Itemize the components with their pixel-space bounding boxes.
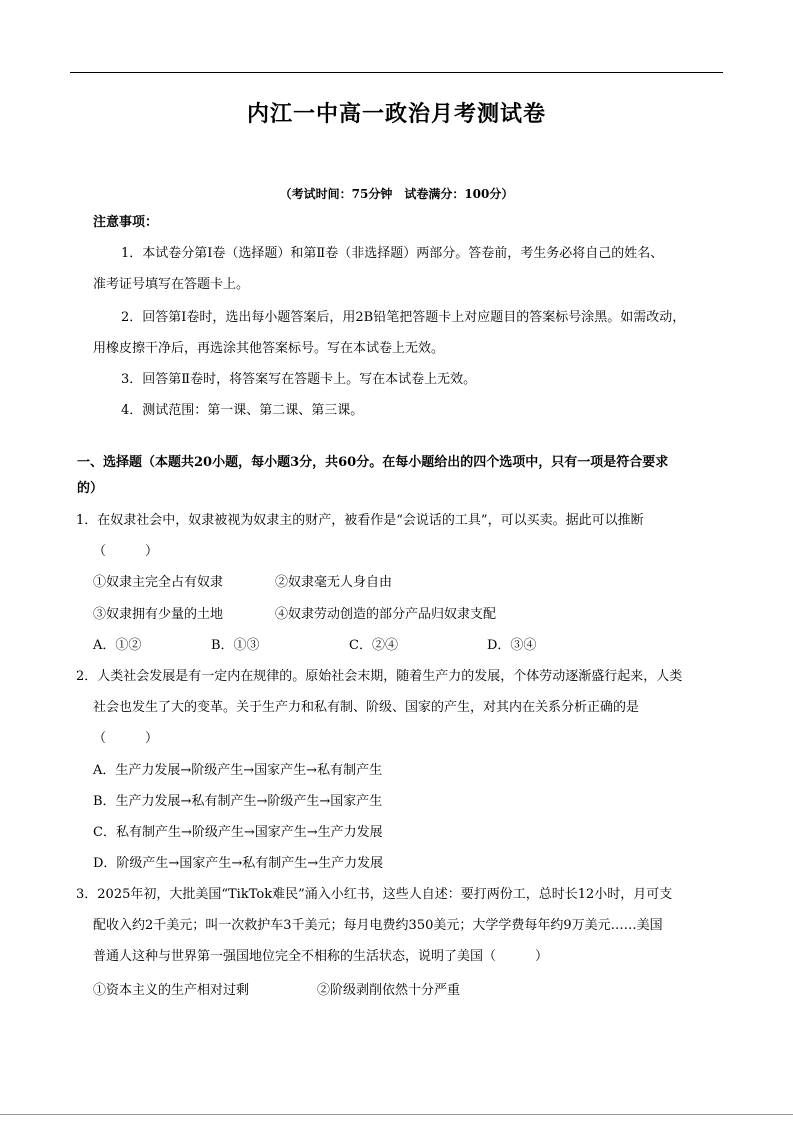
- q1-answer-bracket: （ ）: [93, 544, 159, 559]
- note-4: 4．测试范围：第一课、第二课、第三课。: [121, 403, 364, 418]
- q1-options: [93, 638, 536, 654]
- q2-option-d: D．阶级产生→国家产生→私有制产生→生产力发展: [93, 856, 384, 871]
- notes-heading: 注意事项：: [93, 215, 159, 230]
- q1-option-d: D．③④: [487, 638, 537, 653]
- q1-option-c: C．②④: [349, 638, 398, 653]
- exam-info: （考试时间：75分钟 试卷满分：100分）: [279, 187, 514, 201]
- q3-statements-row-1: [93, 983, 460, 999]
- q3-stem-line-3: 普通人这种与世界第一强国地位完全不相称的生活状态，说明了美国（ ）: [93, 949, 549, 964]
- note-1-line-2: 准考证号填写在答题卡上。: [93, 277, 250, 292]
- q2-stem-line-1: 2．人类社会发展是有一定内在规律的。原始社会末期，随着生产力的发展，个体劳动逐渐盛行起来，人类: [76, 669, 683, 684]
- q1-option-a: A．①②: [93, 638, 142, 653]
- q1-statement-1: ①奴隶主完全占有奴隶: [93, 575, 224, 590]
- q3-statement-1: ①资本主义的生产相对过剩: [93, 983, 250, 998]
- q2-answer-bracket: （ ）: [93, 731, 159, 746]
- q3-statement-2: ②阶级剥削依然十分严重: [317, 983, 461, 998]
- note-2-line-2: 用橡皮擦干净后，再选涂其他答案标号。写在本试卷上无效。: [93, 341, 445, 356]
- note-3: 3．回答第Ⅱ卷时，将答案写在答题卡上。写在本试卷上无效。: [121, 372, 477, 387]
- q1-statement-4: ④奴隶劳动创造的部分产品归奴隶支配: [275, 607, 497, 622]
- q1-statements-row-2: [93, 607, 496, 623]
- q1-option-b: B．①③: [211, 638, 260, 653]
- q2-option-a: A．生产力发展→阶级产生→国家产生→私有制产生: [93, 763, 383, 778]
- section-1-heading-cont: 的）: [77, 481, 104, 496]
- header-rule: [70, 72, 723, 73]
- q3-stem-line-2: 配收入约2千美元；叫一次救护车3千美元；每月电费约350美元；大学学费每年约9万美元……美国: [93, 918, 663, 933]
- q3-stem-line-1: 3．2025年初，大批美国“TikTok难民”涌入小红书，这些人自述：要打两份工，总时长12小时，月可支: [76, 887, 673, 902]
- q2-option-b: B．生产力发展→私有制产生→阶级产生→国家产生: [93, 794, 383, 809]
- section-1-heading: 一、选择题（本题共20小题，每小题3分，共60分。在每小题给出的四个选项中，只有一项是符合要求: [77, 455, 669, 470]
- q1-statement-3: ③奴隶拥有少量的土地: [93, 607, 224, 622]
- page-bottom-edge: [0, 1114, 793, 1115]
- q1-statement-2: ②奴隶毫无人身自由: [275, 575, 393, 590]
- q2-option-c: C．私有制产生→阶级产生→国家产生→生产力发展: [93, 825, 383, 840]
- note-1-line-1: 1．本试卷分第Ⅰ卷（选择题）和第Ⅱ卷（非选择题）两部分。答卷前，考生务必将自己的姓名、: [121, 246, 664, 261]
- page-title: 内江一中高一政治月考测试卷: [246, 101, 546, 127]
- note-2-line-1: 2．回答第Ⅰ卷时，选出每小题答案后，用2B铅笔把答题卡上对应题目的答案标号涂黑。如需改动，: [121, 310, 686, 325]
- q2-stem-line-2: 社会也发生了大的变革。关于生产力和私有制、阶级、国家的产生，对其内在关系分析正确的是: [93, 700, 640, 715]
- q1-statements-row-1: [93, 575, 392, 591]
- q1-stem: 1．在奴隶社会中，奴隶被视为奴隶主的财产，被看作是“会说话的工具”，可以买卖。据此可以推断: [76, 513, 644, 528]
